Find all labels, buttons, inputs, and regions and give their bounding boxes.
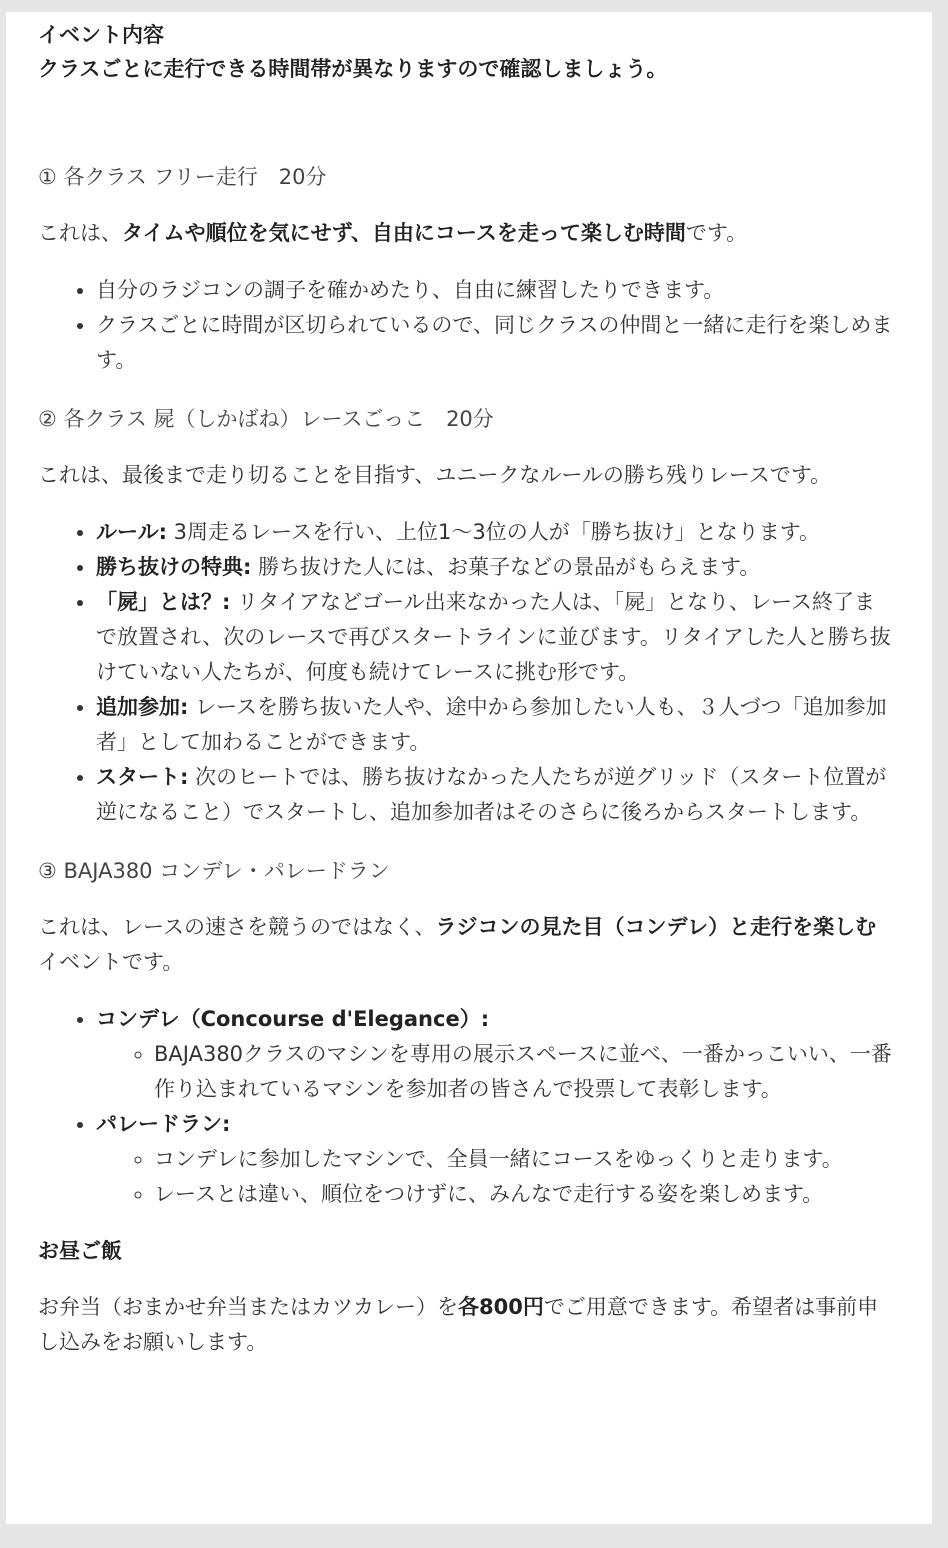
- section3-title: ③ BAJA380 コンデレ・パレードラン: [38, 859, 390, 883]
- list-item: • ルール: 3周走るレースを行い、上位1〜3位の人が「勝ち抜け」となります。: [96, 515, 896, 550]
- list-item: • 「屍」とは？: リタイアなどゴール出来なかった人は、「屍」となり、レース終了まで放置され、次のレースで再びスタートラインに並びます。リタイアした人と勝ち抜けていない人たちが、何度も続けてレースに挑む形です。: [96, 585, 896, 690]
- list-item: • 追加参加: レースを勝ち抜いた人や、途中から参加したい人も、３人づつ「追加参加者」として加わることができます。: [96, 690, 896, 760]
- list-item: • 自分のラジコンの調子を確かめたり、自由に練習したりできます。: [96, 273, 896, 308]
- lunch-heading: お昼ご飯: [38, 1239, 122, 1263]
- list-item: • スタート: 次のヒートでは、勝ち抜けなかった人たちが逆グリッド（スタート位置が逆になること）でスタートし、追加参加者はそのさらに後ろからスタートします。: [96, 760, 896, 830]
- event-subheading: クラスごとに走行できる時間帯が異なりますので確認しましょう。: [38, 57, 668, 81]
- event-document: [6, 12, 932, 1524]
- section1-list: [38, 273, 896, 378]
- list-item: • パレードラン: ◦ コンデレに参加したマシンで、全員一緒にコースをゆっくりと走ります。 ◦ レースとは違い、順位をつけずに、みんなで走行する姿を楽しめます。: [96, 1107, 896, 1212]
- list-item: • 勝ち抜けの特典: 勝ち抜けた人には、お菓子などの景品がもらえます。: [96, 550, 896, 585]
- section2-title: ② 各クラス 屍（しかばね）レースごっこ 20分: [38, 407, 494, 431]
- section1-title: ① 各クラス フリー走行 20分: [38, 165, 327, 189]
- section2-list: [38, 515, 896, 830]
- section3-list: [38, 1002, 896, 1212]
- section3-description: これは、レースの速さを競うのではなく、ラジコンの見た目（コンデレ）と走行を楽しむイベントです。: [38, 915, 877, 974]
- event-heading: イベント内容: [38, 23, 164, 47]
- lunch-text: お弁当（おまかせ弁当またはカツカレー）を各800円でご用意できます。希望者は事前申し込みをお願いします。: [38, 1295, 879, 1354]
- sub-list-item: ◦ コンデレに参加したマシンで、全員一緒にコースをゆっくりと走ります。: [154, 1142, 896, 1177]
- section1-description: これは、タイムや順位を気にせず、自由にコースを走って楽しむ時間です。: [38, 221, 748, 245]
- section2-description: これは、最後まで走り切ることを目指す、ユニークなルールの勝ち残りレースです。: [38, 463, 832, 487]
- list-item: • クラスごとに時間が区切られているので、同じクラスの仲間と一緒に走行を楽しめます。: [96, 308, 896, 378]
- list-item: • コンデレ（Concourse d'Elegance）: ◦ BAJA380クラスのマシンを専用の展示スペースに並べ、一番かっこいい、一番作り込まれているマシンを参加者の皆さんで投票して表彰します。: [96, 1002, 896, 1107]
- sub-list: [96, 1142, 896, 1212]
- sub-list-item: ◦ レースとは違い、順位をつけずに、みんなで走行する姿を楽しめます。: [154, 1177, 896, 1212]
- sub-list: [96, 1037, 896, 1107]
- sub-list-item: ◦ BAJA380クラスのマシンを専用の展示スペースに並べ、一番かっこいい、一番作り込まれているマシンを参加者の皆さんで投票して表彰します。: [154, 1037, 896, 1107]
